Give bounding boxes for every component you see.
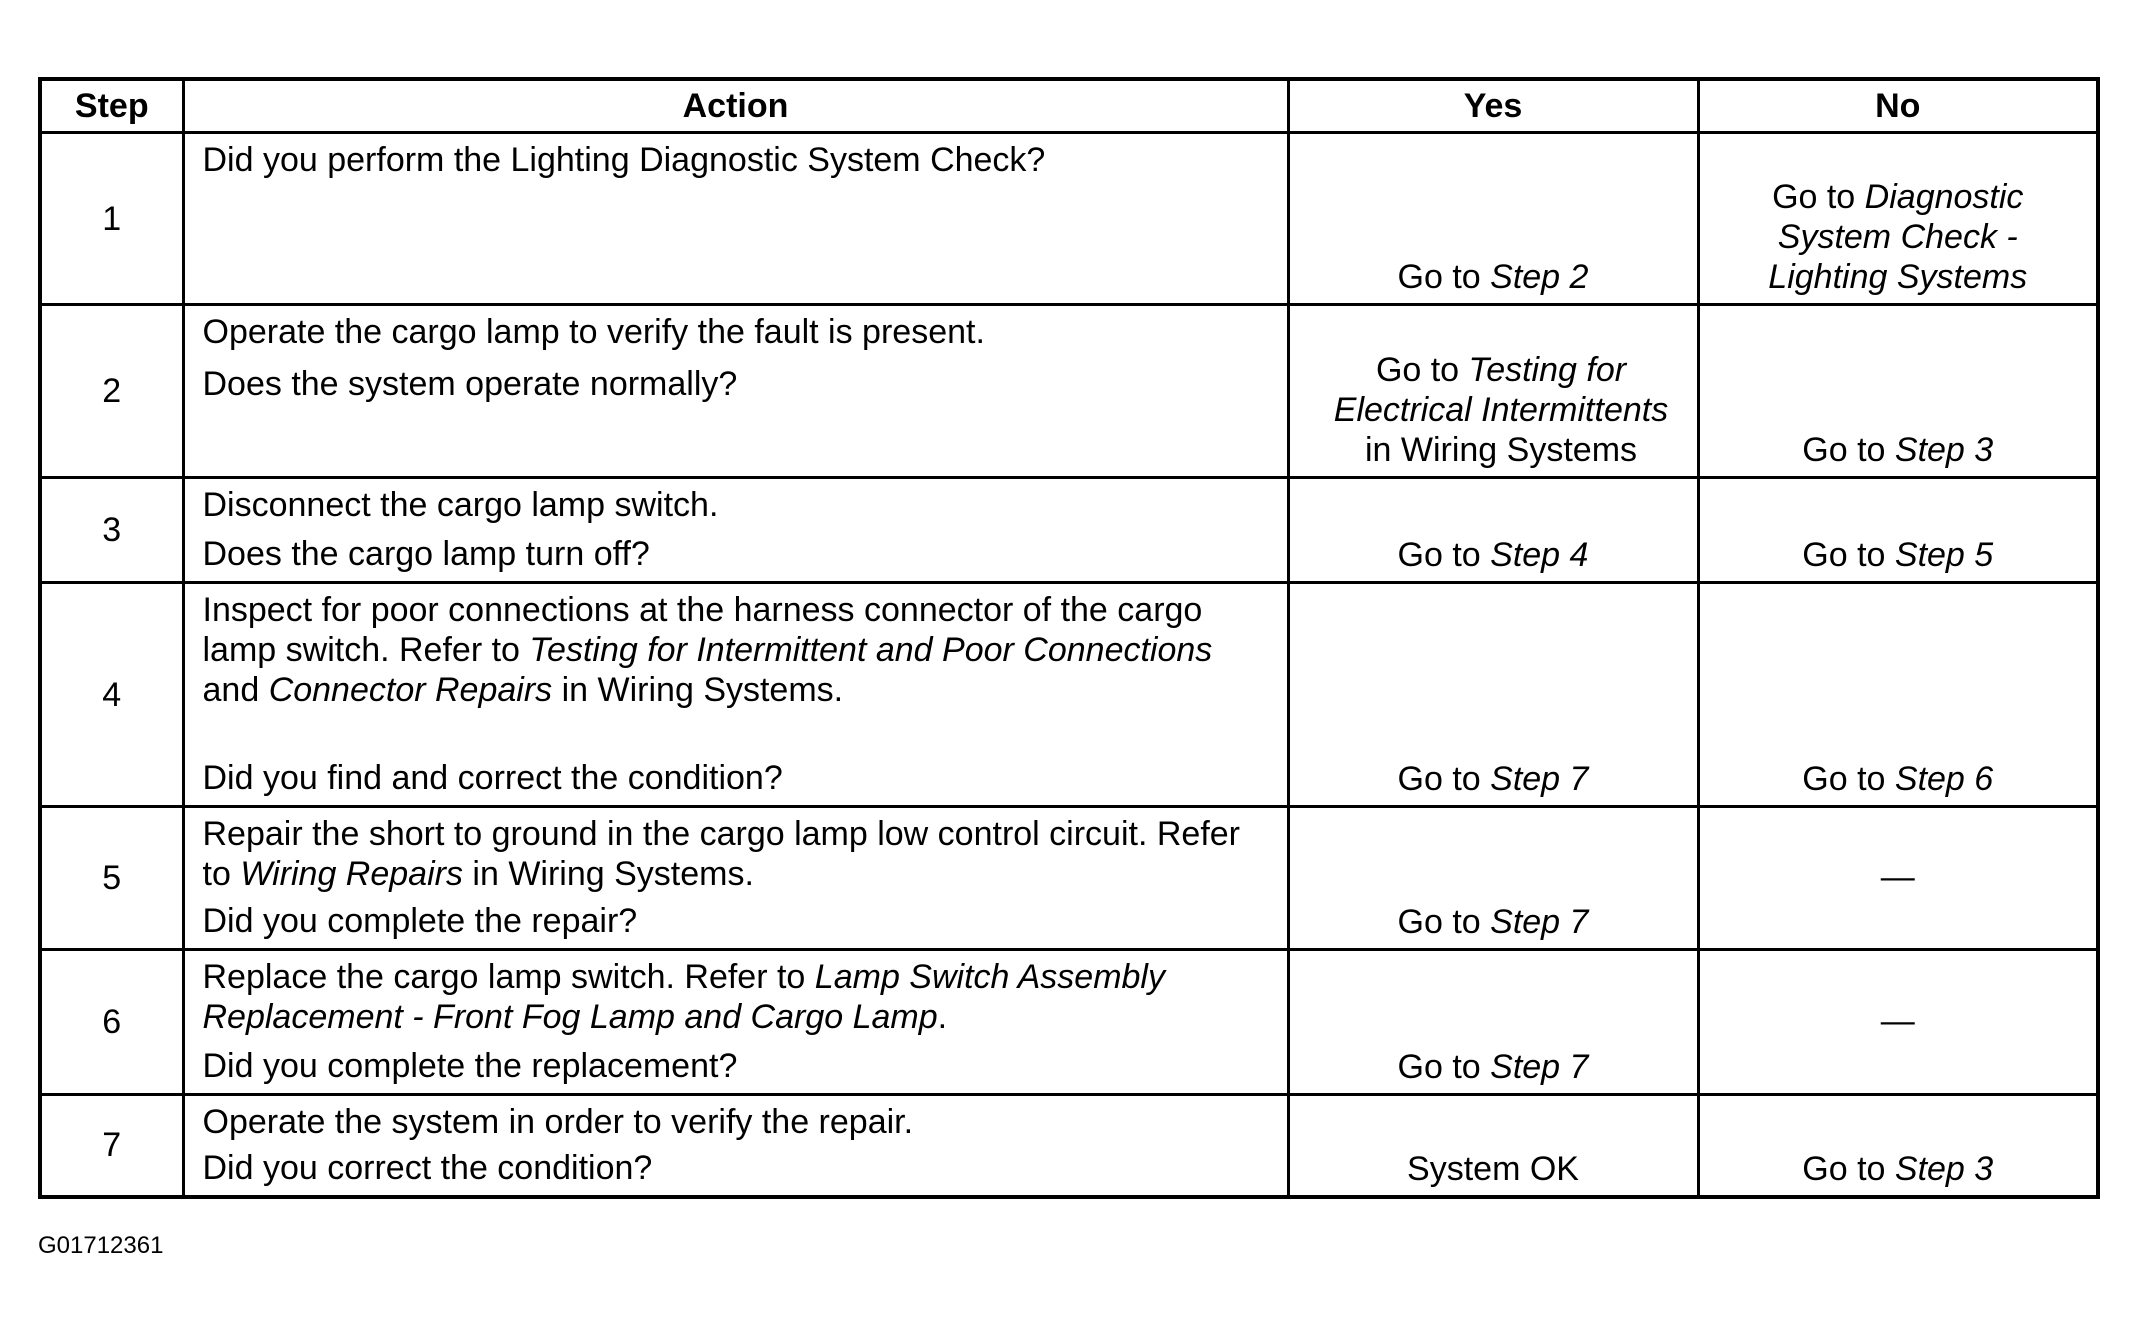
action-question: Did you complete the replacement? bbox=[202, 1047, 738, 1085]
no-cell bbox=[1698, 133, 2098, 305]
no-cell bbox=[1698, 305, 2098, 478]
table-row bbox=[40, 133, 2098, 305]
action-text-part: in Wiring Systems. bbox=[552, 671, 844, 709]
yes-prefix: Go to bbox=[1397, 903, 1491, 941]
no-prefix: Go to bbox=[1802, 1149, 1895, 1188]
yes-cell bbox=[1288, 305, 1698, 478]
action-reference: Wiring Repairs bbox=[240, 855, 463, 893]
table-row bbox=[40, 1095, 2098, 1197]
no-prefix: Go to bbox=[1772, 178, 1865, 216]
action-text-part: in Wiring Systems. bbox=[462, 855, 754, 893]
yes-prefix: Go to bbox=[1397, 1048, 1491, 1086]
action-question: Does the system operate normally? bbox=[202, 365, 738, 403]
step-number: 7 bbox=[40, 1095, 183, 1197]
yes-cell bbox=[1288, 807, 1698, 950]
no-step-ref: Step 3 bbox=[1894, 1149, 1994, 1188]
no-cell bbox=[1698, 1095, 2098, 1197]
action-text-part: . bbox=[937, 998, 948, 1036]
action-reference: Testing for Intermittent and Poor Connections bbox=[529, 631, 1213, 669]
action-text-part: Inspect for poor connections at the harness connector of the cargo lamp switch. Refer to bbox=[202, 591, 1203, 669]
yes-step-ref: Step 7 bbox=[1490, 903, 1589, 941]
action-text bbox=[203, 590, 1273, 710]
no-step-ref: Diagnostic System Check - Lighting Systems bbox=[1768, 178, 2028, 296]
no-prefix: Go to bbox=[1802, 760, 1895, 798]
table-row bbox=[40, 807, 2098, 950]
yes-step-ref: Step 7 bbox=[1490, 760, 1589, 798]
header-step: Step bbox=[40, 79, 183, 133]
yes-cell: System OK bbox=[1288, 1095, 1698, 1197]
no-cell bbox=[1698, 478, 2098, 583]
action-text bbox=[203, 957, 1273, 1037]
yes-cell bbox=[1288, 133, 1698, 305]
no-step-ref: Step 5 bbox=[1894, 536, 1994, 574]
yes-prefix: Go to bbox=[1397, 258, 1491, 296]
action-text: Operate the cargo lamp to verify the fault is present. bbox=[202, 313, 985, 351]
action-question: Did you find and correct the condition? bbox=[202, 759, 783, 797]
action-text-part: Repair the short to ground in the cargo lamp low control circuit. Refer to bbox=[202, 815, 1240, 893]
yes-prefix: Go to bbox=[1397, 760, 1491, 798]
action-cell bbox=[183, 1095, 1288, 1197]
action-question: Does the cargo lamp turn off? bbox=[202, 535, 650, 573]
yes-prefix: Go to bbox=[1397, 536, 1491, 574]
action-cell bbox=[183, 478, 1288, 583]
action-question: Did you correct the condition? bbox=[202, 1149, 653, 1187]
no-step-ref: Step 6 bbox=[1894, 760, 1994, 798]
yes-cell bbox=[1288, 950, 1698, 1095]
action-text-part: and bbox=[202, 671, 269, 709]
action-text: Disconnect the cargo lamp switch. bbox=[202, 486, 719, 524]
action-text bbox=[203, 814, 1273, 894]
yes-prefix: Go to bbox=[1375, 351, 1469, 389]
action-question: Did you complete the repair? bbox=[202, 902, 638, 940]
no-prefix: Go to bbox=[1802, 431, 1895, 469]
action-cell bbox=[183, 583, 1288, 807]
yes-step-ref: Step 4 bbox=[1490, 536, 1589, 574]
no-prefix: Go to bbox=[1802, 536, 1895, 574]
table-row bbox=[40, 583, 2098, 807]
diagnostic-table bbox=[38, 77, 2100, 1199]
action-reference: Connector Repairs bbox=[268, 671, 553, 709]
action-text: Did you perform the Lighting Diagnostic System Check? bbox=[202, 141, 1046, 179]
step-number: 1 bbox=[40, 133, 183, 305]
yes-step-ref: Step 7 bbox=[1490, 1048, 1589, 1086]
step-number: 5 bbox=[40, 807, 183, 950]
action-reference: Lamp Switch Assembly Replacement - Front Fog Lamp and Cargo Lamp bbox=[202, 958, 1165, 1036]
no-cell: — bbox=[1698, 950, 2098, 1095]
action-cell bbox=[183, 807, 1288, 950]
table-row bbox=[40, 950, 2098, 1095]
yes-suffix: in Wiring Systems bbox=[1364, 431, 1638, 469]
table-row bbox=[40, 478, 2098, 583]
no-cell: — bbox=[1698, 807, 2098, 950]
header-yes: Yes bbox=[1288, 79, 1698, 133]
action-text-part: Replace the cargo lamp switch. Refer to bbox=[202, 958, 815, 996]
yes-cell bbox=[1288, 478, 1698, 583]
header-no: No bbox=[1698, 79, 2098, 133]
table-row bbox=[40, 305, 2098, 478]
no-step-ref: Step 3 bbox=[1894, 431, 1994, 469]
step-number: 3 bbox=[40, 478, 183, 583]
action-text: Operate the system in order to verify the repair. bbox=[202, 1103, 914, 1141]
step-number: 4 bbox=[40, 583, 183, 807]
action-cell bbox=[183, 133, 1288, 305]
action-cell bbox=[183, 950, 1288, 1095]
action-cell bbox=[183, 305, 1288, 478]
step-number: 6 bbox=[40, 950, 183, 1095]
yes-cell bbox=[1288, 583, 1698, 807]
figure-id: G01712361 bbox=[38, 1232, 164, 1259]
step-number: 2 bbox=[40, 305, 183, 478]
header-row bbox=[40, 79, 2098, 133]
header-action: Action bbox=[183, 79, 1288, 133]
yes-step-ref: Testing for Electrical Intermittents bbox=[1333, 351, 1669, 429]
no-cell bbox=[1698, 583, 2098, 807]
yes-step-ref: Step 2 bbox=[1490, 258, 1589, 296]
